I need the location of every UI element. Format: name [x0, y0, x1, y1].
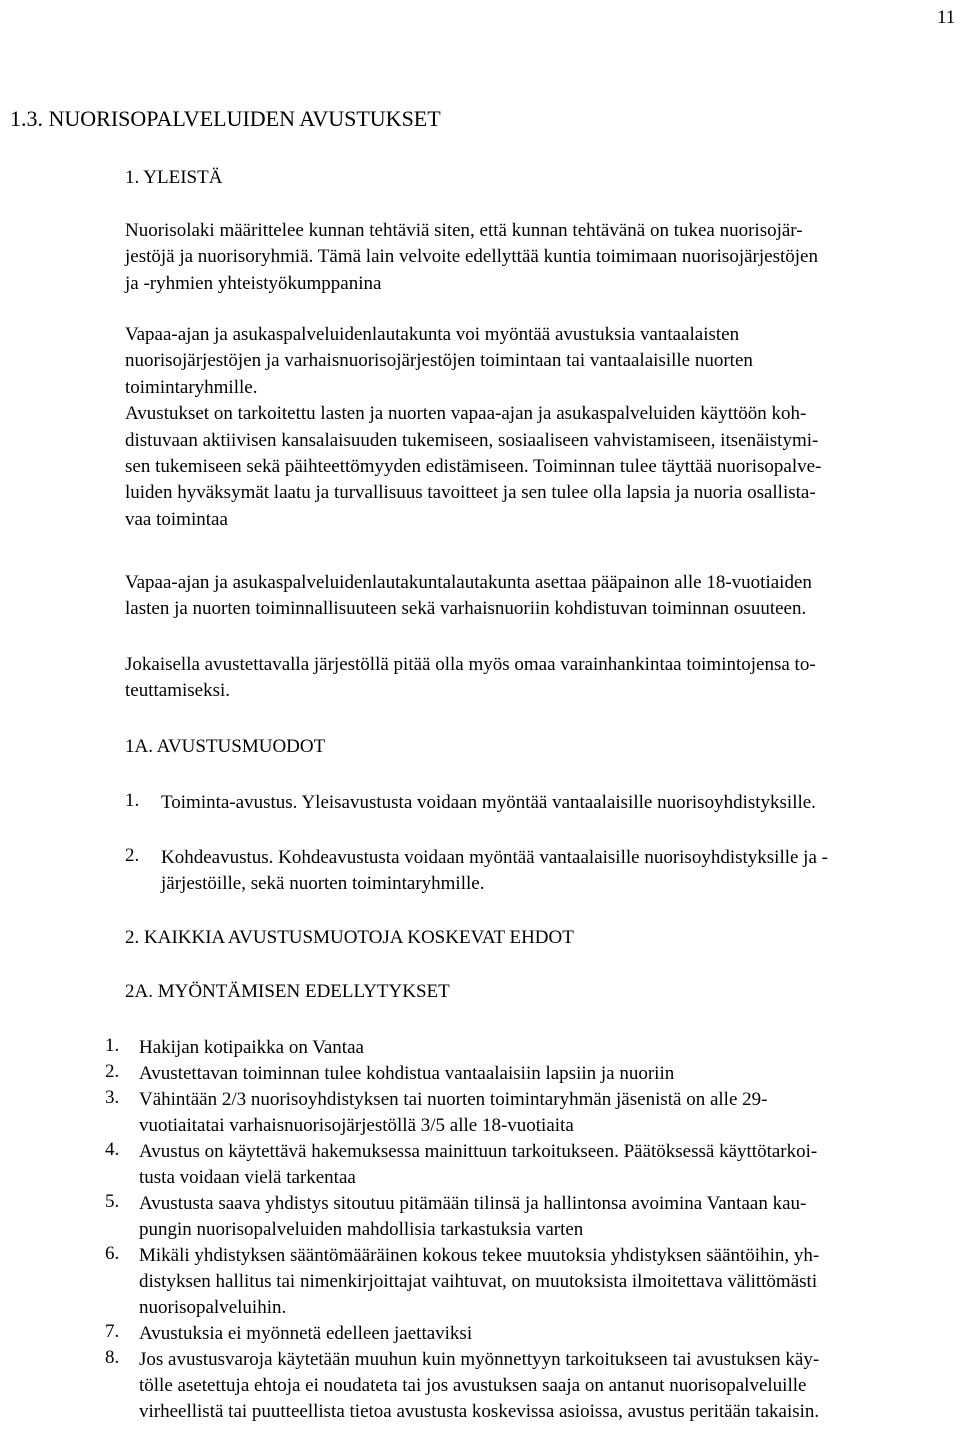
list-item-line: pungin nuorisopalveluiden mahdollisia tarkastuksia varten: [139, 1219, 584, 1240]
list-item-number: 4.: [105, 1139, 120, 1160]
list-item-number: 2.: [105, 1061, 120, 1082]
paragraph-line: distuvaan aktiivisen kansalaisuuden tukemiseen, sosiaaliseen vahvistamiseen, itsenäistymi-: [125, 429, 819, 451]
heading-conditions: 2. KAIKKIA AVUSTUSMUOTOJA KOSKEVAT EHDOT: [125, 927, 574, 948]
list-item-line: Mikäli yhdistyksen sääntömääräinen kokous tekee muutoksia yhdistyksen sääntöihin, yh-: [139, 1245, 820, 1266]
paragraph-line: Avustukset on tarkoitettu lasten ja nuorten vapaa-ajan ja asukaspalveluiden käyttöön koh-: [125, 403, 807, 425]
list-item-line: Avustus on käytettävä hakemuksessa mainittuun tarkoitukseen. Päätöksessä käyttötarkoi-: [139, 1141, 818, 1162]
list-item-line: vuotiaitatai varhaisnuorisojärjestöllä 3/5 alle 18-vuotiaita: [139, 1115, 574, 1136]
paragraph-line: nuorisojärjestöjen ja varhaisnuorisojärjestöjen toimintaan tai vantaalaisille nuorten: [125, 350, 753, 372]
list-item-line: Avustettavan toiminnan tulee kohdistua vantaalaisiin lapsiin ja nuoriin: [139, 1063, 675, 1084]
section-title: 1.3. NUORISOPALVELUIDEN AVUSTUKSET: [10, 106, 441, 131]
list-item-line: tölle asetettuja ehtoja ei noudateta tai jos avustuksen saaja on antanut nuorisopalveluille: [139, 1375, 807, 1396]
page-number: 11: [937, 7, 956, 28]
list-item-number: 8.: [105, 1347, 120, 1368]
list-item-number: 5.: [105, 1191, 120, 1212]
list-item-line: Vähintään 2/3 nuorisoyhdistyksen tai nuorten toimintaryhmän jäsenistä on alle 29-: [139, 1089, 768, 1110]
list-item-line: Avustusta saava yhdistys sitoutuu pitämään tilinsä ja hallintonsa avoimina Vantaan kau-: [139, 1193, 807, 1214]
paragraph-line: vaa toimintaa: [125, 508, 228, 530]
list-item-line: virheellistä tai puutteellista tietoa avustusta koskevissa asioissa, avustus peritään takaisin.: [139, 1401, 820, 1422]
list-item-line: nuorisopalveluihin.: [139, 1297, 287, 1318]
paragraph-line: lasten ja nuorten toiminnallisuuteen sekä varhaisnuoriin kohdistuvan toiminnan osuuteen.: [125, 598, 807, 620]
list-item-number: 7.: [105, 1321, 120, 1342]
list-item-line: distyksen hallitus tai nimenkirjoittajat vaihtuvat, on muutoksista ilmoitettava välittömästi: [139, 1271, 818, 1292]
paragraph-intro: [125, 218, 955, 297]
paragraph-fundraising: [125, 652, 955, 705]
paragraph-line: luiden hyväksymät laatu ja turvallisuus tavoitteet ja sen tulee olla lapsia ja nuoria osallista-: [125, 482, 816, 504]
list-item-number: 6.: [105, 1243, 120, 1264]
paragraph-line: Jokaisella avustettavalla järjestöllä pitää olla myös omaa varainhankintaa toimintojensa to-: [125, 654, 816, 675]
paragraph-line: teuttamiseksi.: [125, 680, 231, 702]
list-item-line: järjestöille, sekä nuorten toimintaryhmille.: [161, 873, 485, 894]
list-item-line: Jos avustusvaroja käytetään muuhun kuin myönnettyyn tarkoitukseen tai avustuksen käy-: [139, 1349, 820, 1370]
list-item-line: Hakijan kotipaikka on Vantaa: [139, 1037, 364, 1058]
paragraph-line: Vapaa-ajan ja asukaspalveluidenlautakuntalautakunta asettaa pääpainon alle 18-vuotiaiden: [125, 572, 812, 593]
paragraph-grants: [125, 322, 955, 533]
heading-requirements: 2A. MYÖNTÄMISEN EDELLYTYKSET: [125, 981, 450, 1002]
paragraph-line: Nuorisolaki määrittelee kunnan tehtäviä siten, että kunnan tehtävänä on tukea nuorisojär-: [125, 220, 803, 241]
list-item-line: tusta voidaan vielä tarkentaa: [139, 1167, 356, 1188]
paragraph-line: Vapaa-ajan ja asukaspalveluidenlautakunta voi myöntää avustuksia vantaalaisten: [125, 324, 740, 345]
paragraph-priority: [125, 570, 955, 623]
paragraph-line: sen tukemiseen sekä päihteettömyyden edistämiseen. Toiminnan tulee täyttää nuorisopalve-: [125, 456, 822, 478]
heading-grant-forms: 1A. AVUSTUSMUODOT: [125, 736, 326, 757]
list-item-line: Kohdeavustus. Kohdeavustusta voidaan myöntää vantaalaisille nuorisoyhdistyksille ja -: [161, 847, 828, 868]
paragraph-line: toimintaryhmille.: [125, 376, 258, 398]
paragraph-line: jestöjä ja nuorisoryhmiä. Tämä lain velvoite edellyttää kuntia toimimaan nuorisojärjestöjen: [125, 246, 818, 268]
paragraph-line: ja -ryhmien yhteistyökumppanina: [125, 272, 382, 294]
list-item-line: Avustuksia ei myönnetä edelleen jaettaviksi: [139, 1323, 473, 1344]
list-item-number: 1.: [105, 1035, 120, 1056]
list-item-number: 1.: [125, 790, 140, 811]
list-item-line: Toiminta-avustus. Yleisavustusta voidaan myöntää vantaalaisille nuorisoyhdistyksille.: [161, 792, 816, 813]
list-item-number: 3.: [105, 1087, 120, 1108]
list-item-number: 2.: [125, 845, 140, 866]
heading-general: 1. YLEISTÄ: [125, 167, 223, 188]
